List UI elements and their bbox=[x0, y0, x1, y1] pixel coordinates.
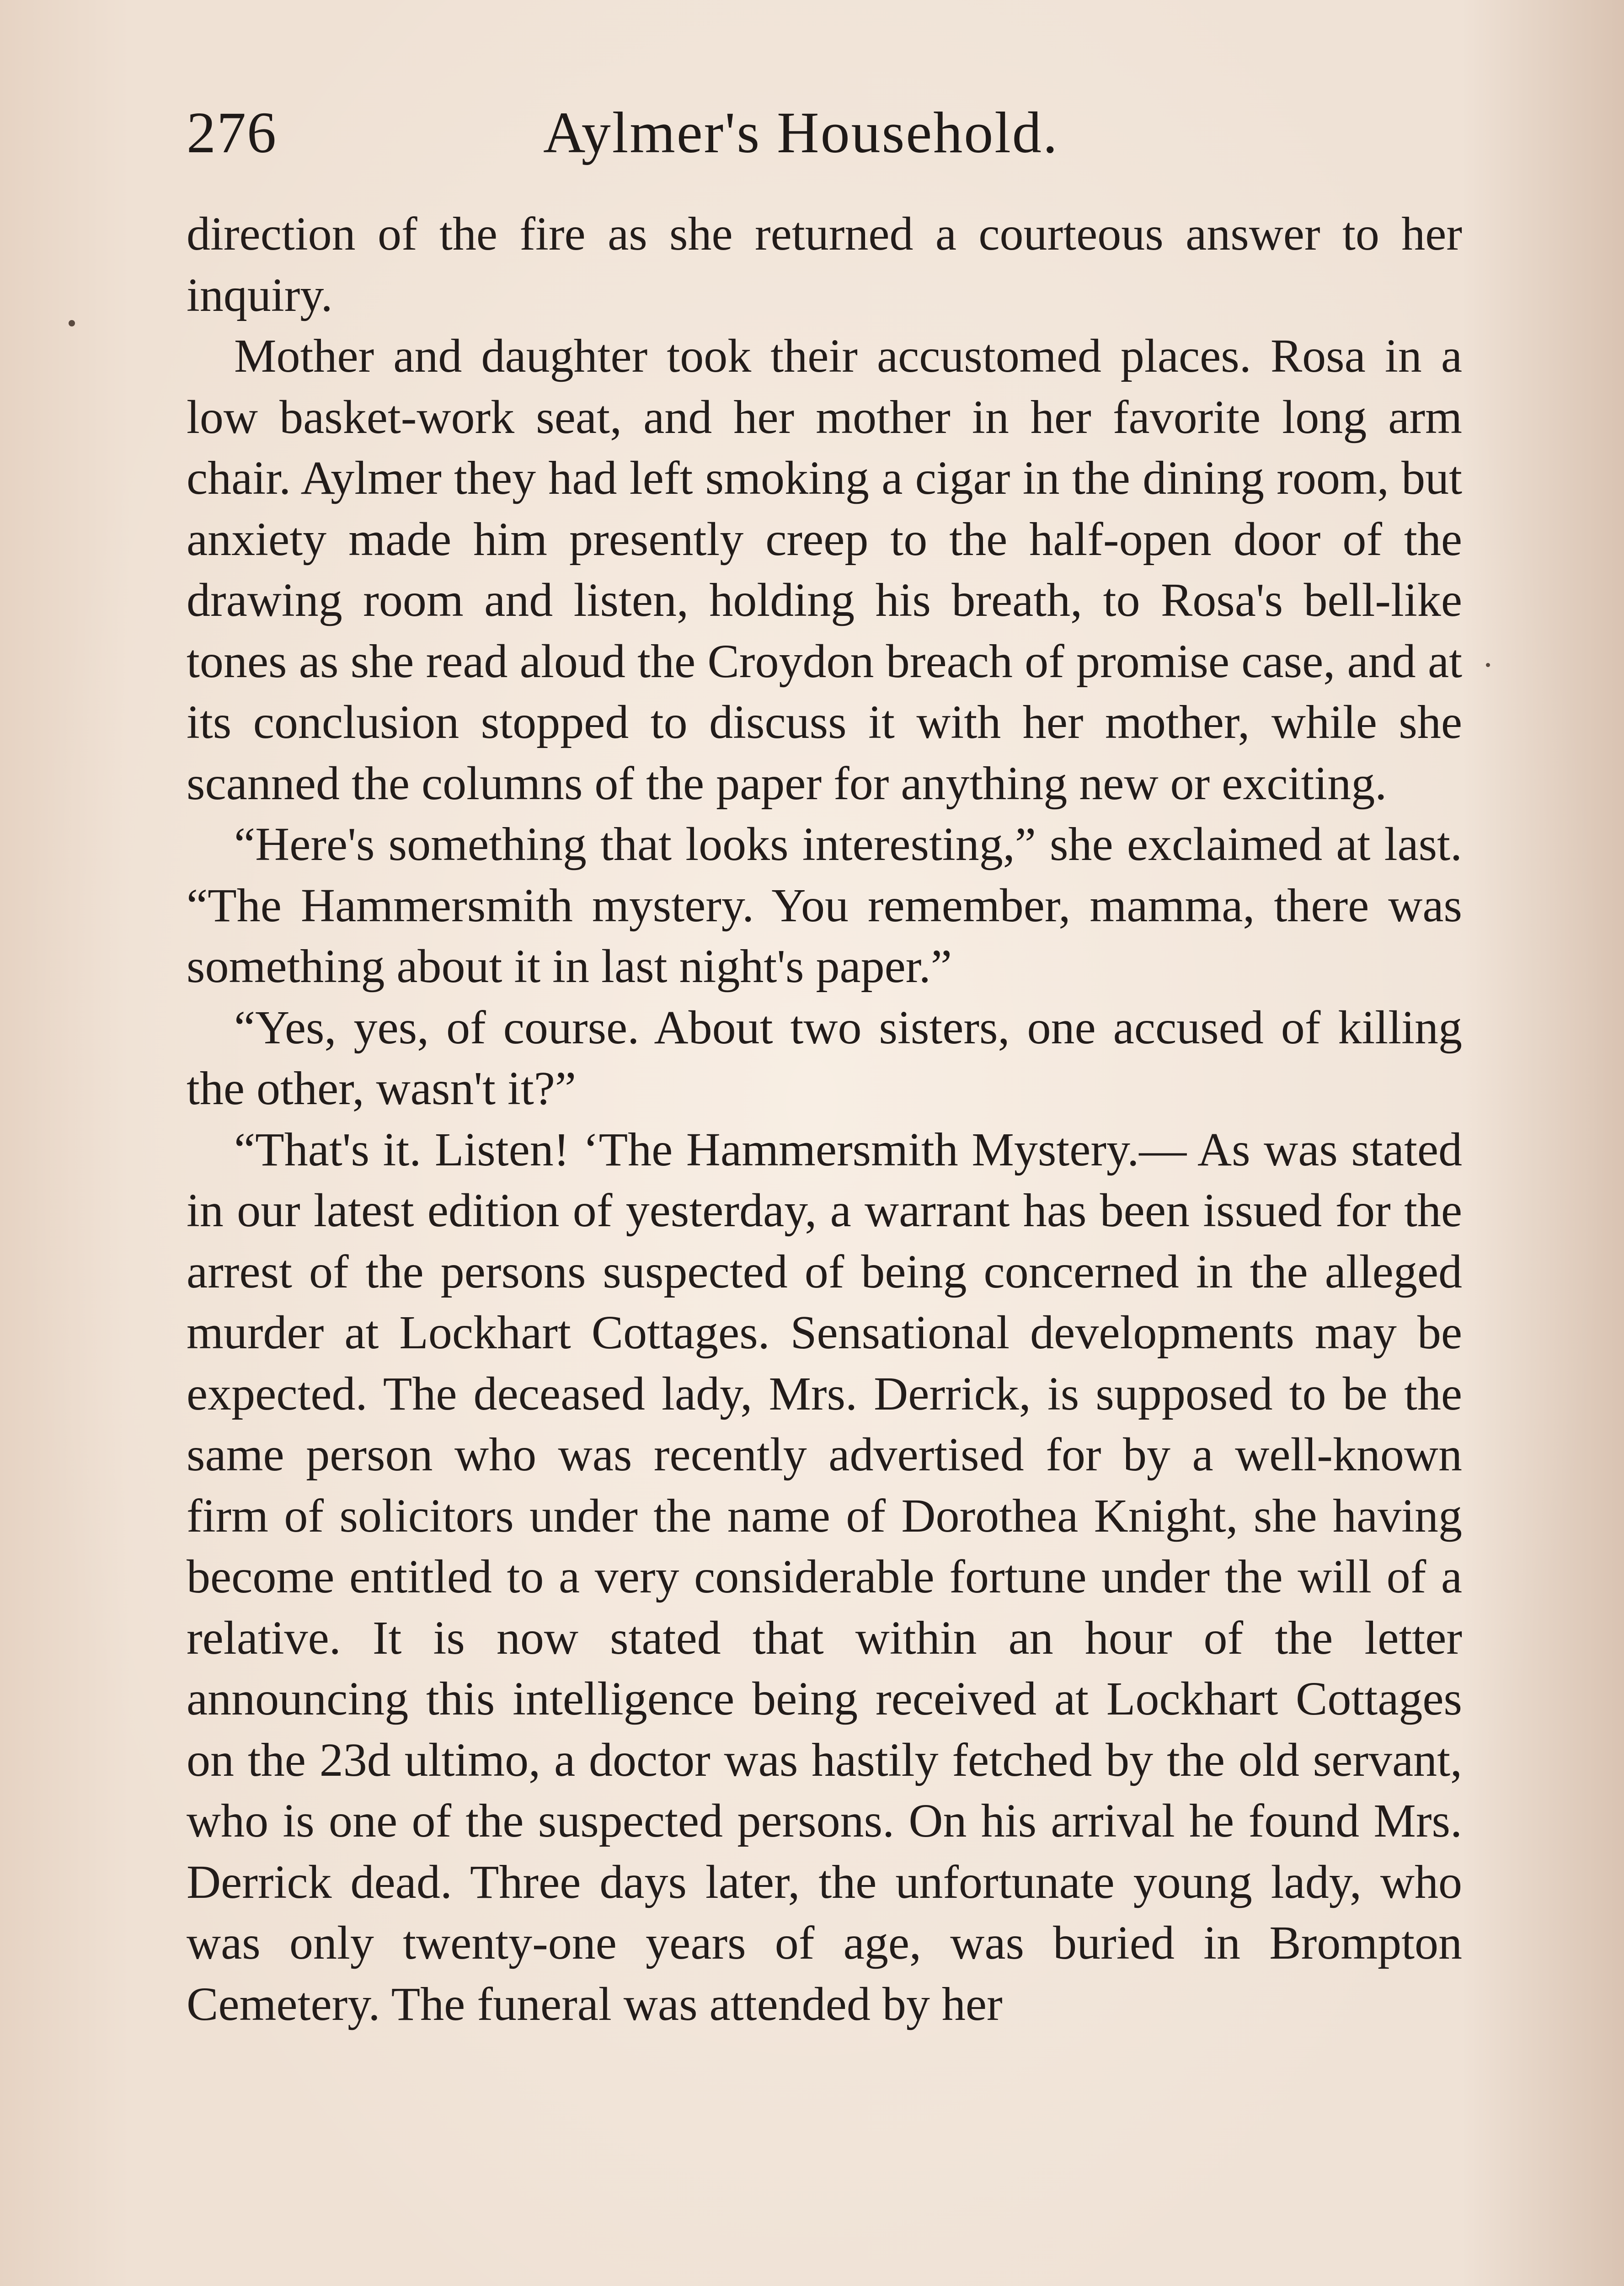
paragraph: “Here's something that looks interesting,” she exclaimed at last. “The Hammersmith mystery. You remember, mamma, there was something about it in last night's paper.” bbox=[187, 818, 1462, 993]
ink-speck bbox=[69, 320, 75, 326]
paragraph: Mother and daughter took their accustomed places. Rosa in a low basket-work seat, and her mother in her favorite long arm chair. Aylmer they had left smoking a cigar in the dining room, but anxiety made him presently creep to the half-open door of the drawing room and listen, holding his breath, to Rosa's bell-like tones as she read aloud the Croydon breach of promise case, and at its conclusion stopped to discuss it with her mother, while she scanned the columns of the paper for anything new or exciting. bbox=[187, 330, 1462, 810]
running-title: Aylmer's Household. bbox=[543, 100, 1059, 165]
ink-speck bbox=[1486, 663, 1490, 667]
paragraph: direction of the fire as she returned a courteous answer to her inquiry. bbox=[187, 208, 1462, 321]
paragraph: “Yes, yes, of course. About two sisters, one accused of killing the other, wasn't it?” bbox=[187, 1001, 1462, 1115]
body-text bbox=[187, 203, 1462, 2035]
page-header bbox=[187, 98, 1467, 167]
paragraph: “That's it. Listen! ‘The Hammersmith Mystery.— As was stated in our latest edition of yesterday, a warrant has been issued for the arrest of the persons suspected of being concerned in the alleged murder at Lockhart Cottages. Sensational developments may be expected. The deceased lady, Mrs. Derrick, is supposed to be the same person who was recently advertised for by a well-known firm of solicitors under the name of Dorothea Knight, she having become entitled to a very considerable fortune under the will of a relative. It is now stated that within an hour of the letter announcing this intelligence being received at Lockhart Cottages on the 23d ultimo, a doctor was hastily fetched by the old servant, who is one of the suspected persons. On his arrival he found Mrs. Derrick dead. Three days later, the unfortunate young lady, who was only twenty-one years of age, was buried in Brompton Cemetery. The funeral was attended by her bbox=[187, 1123, 1462, 2030]
page-number: 276 bbox=[187, 100, 277, 165]
